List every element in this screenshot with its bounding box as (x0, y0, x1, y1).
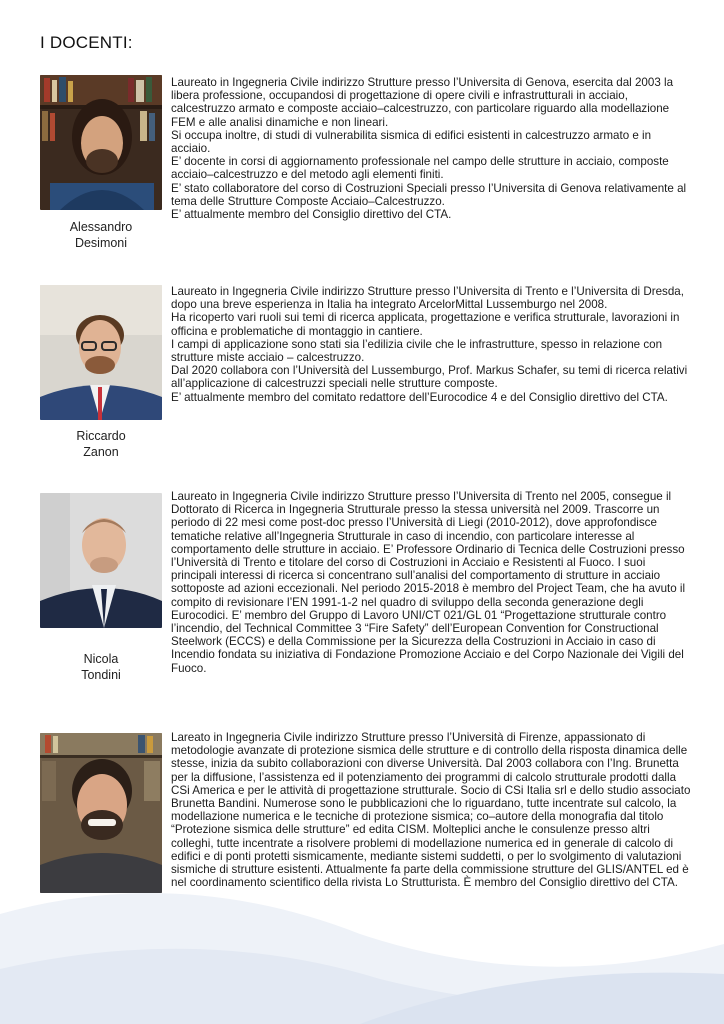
portrait-photo-desimoni (40, 75, 162, 210)
teacher-first-name: Riccardo (76, 429, 126, 443)
teacher-bio-desimoni (171, 76, 691, 221)
bio-paragraph: Dal 2020 collabora con l’Università del Lussemburgo, Prof. Markus Schafer, su temi di ricerca relativi all’applicazione di calcestruzzi speciali nelle strutture composte. (171, 364, 688, 391)
teacher-last-name: Tondini (81, 668, 121, 682)
bio-paragraph: E’ docente in corsi di aggiornamento professionale nel campo delle strutture in acciaio, composte acciaio–calcestruzzo e del metodo agli elementi finiti. (171, 155, 669, 182)
teacher-name-zanon (40, 428, 162, 460)
teacher-first-name: Alessandro (69, 220, 133, 234)
bio-paragraph: Si occupa inoltre, di studi di vulnerabilita sismica di edifici esistenti in calcestruzzo armato e in acciaio. (171, 128, 652, 156)
bio-paragraph: Laureato in Ingegneria Civile indirizzo Strutture presso l’Universita di Genova, esercita dal 2003 la libera professione, occupandosi di progettazione di opere civili e infrastrutturali in acciaio, calcestruzzo armato e composte acciaio–calcestruzzo, con particolare riguardo alla modellazione FEM e alle analisi dinamiche e non lineari. (171, 76, 674, 129)
teacher-last-name: Desimoni (74, 236, 128, 250)
bio-paragraph: Laureato in Ingegneria Civile indirizzo Strutture presso l’Universita di Trento e l’Universita di Dresda, dopo una breve esperienza in Italia ha integrato ArcelorMittal Lussemburgo nel 2008. (171, 285, 684, 312)
teacher-last-name: Zanon (83, 445, 119, 459)
portrait-photo-zanon (40, 285, 162, 420)
teacher-bio-zanon (171, 285, 691, 404)
bio-paragraph: Laureato in Ingegneria Civile indirizzo Strutture presso l’Universita di Trento nel 2005, consegue il Dottorato di Ricerca in Ingegneria Strutturale presso la stessa università nel 2009. Trascorre un periodo di 22 mesi come post-doc presso l’Università di Liegi (2010-2012), dove approfondisce tematiche relative all’Ingegneria Strutturale in caso di incendio, con particolare interesse al comportamento delle strutture in acciaio. E’ Professore Ordinario di Tecnica delle Costruzioni presso l’Università di Trento e titolare del corso di Costruzioni in Acciaio e Resistenti al Fuoco. I suoi principali interessi di ricerca si concentrano sull’analisi del comportamento di strutture in acciaio sottoposte ad azioni eccezionali. Nel periodo 2015-2018 è membro del Project Team, che ha avuto il compito di revisionare l’EN 1991-1-2 nel quadro di sviluppo della seconda generazione degli Eurocodici. E’ membro del Gruppo di Lavoro UNI/CT 021/GL 01 “Progettazione strutturale contro l’incendio, del Technical Committee 3 “Fire Safety” dell’European Convention for Constructional Steelwork (ECCS) e della Commissione per la Sicurezza della Costruzioni in Acciaio in caso di Incendio fondata su iniziativa di Fondazione Promozione Acciaio e del Corpo Nazionale dei Vigili del Fuoco. (171, 490, 686, 675)
bio-paragraph: E’ attualmente membro del comitato redattore dell’Eurocodice 4 e del Consiglio direttivo del CTA. (171, 390, 668, 404)
portrait-photo-bandini (40, 733, 162, 893)
page-title: I DOCENTI: (40, 33, 133, 52)
teacher-first-name: Nicola (83, 652, 119, 666)
bio-paragraph: I campi di applicazione sono stati sia l’edilizia civile che le infrastrutture, spesso in relazione con strutture miste acciaio – calcestruzzo. (171, 337, 663, 365)
portrait-photo-tondini (40, 493, 162, 628)
bio-paragraph: Ha ricoperto vari ruoli sui temi di ricerca applicata, progettazione e verifica strutturale, lavorazioni in officina e problematiche di montaggio in cantiere. (171, 311, 680, 338)
bio-paragraph: E’ attualmente membro del Consiglio direttivo del CTA. (171, 208, 452, 222)
bio-paragraph: Lareato in Ingegneria Civile indirizzo Strutture presso l’Università di Firenze, appassionato di metodologie avanzate di protezione sismica delle strutture e di controllo della risposta dinamica delle stesse, inizia da subito collaborazioni con diverse Università. Dal 2003 collabora con l’Ing. Brunetta per la diffusione, l’assistenza ed il potenziamento dei programmi di calcolo strutturale prodotti dalla CSi America e per le attività di progettazione strutturale. Socio di CSi Italia srl e dello studio associato Brunetta Bandini. Numerose sono le pubblicazioni che lo riguardano, tutte incentrate sul calcolo, la modellazione numerica e le tecniche di protezione sismica; co–autore della monografia dal titolo “Protezione sismica delle strutture” ed edita CISM. Molteplici anche le consulenze presso altri colleghi, tutte incentrate a risolvere problemi di modellazione numerica ed in generale di calcolo di edifici e di ponti protetti sismicamente, mediante sistemi suddetti, o per lo svolgimento di valutazioni sismiche di strutture esistenti. Attualmente fa parte della commissione strutture del GLIS/ANTEL ed è nel coordinamento scientifico della rivista Lo Strutturista. È membro del Consiglio direttivo del CTA. (171, 731, 691, 890)
teacher-name-desimoni (40, 219, 162, 251)
bio-paragraph: E’ stato collaboratore del corso di Costruzioni Speciali presso l’Universita di Genova relativamente al tema delle Strutture Composte Acciaio–Calcestruzzo. (171, 181, 687, 208)
teacher-bio-bandini (171, 731, 691, 889)
teacher-bio-tondini (171, 490, 691, 675)
decorative-waves (0, 874, 724, 1024)
teacher-name-tondini (40, 651, 162, 683)
